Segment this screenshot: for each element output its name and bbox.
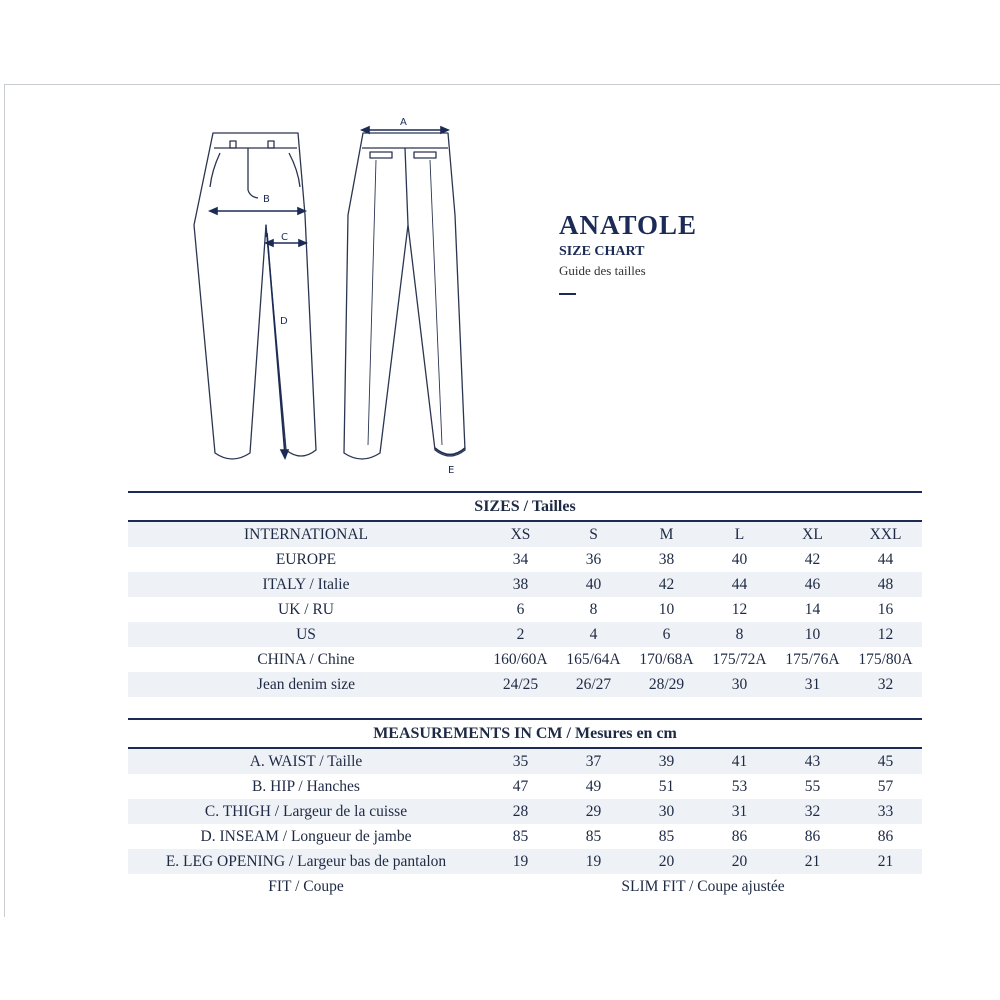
table-cell: 47 [484,774,557,799]
measurements-table-header [128,719,922,748]
row-label: B. HIP / Hanches [128,774,484,799]
brand-block [559,210,697,295]
diagram-label-a: A [400,117,407,128]
table-cell: 8 [557,597,630,622]
table-cell: 86 [703,824,776,849]
table-cell: 21 [849,849,922,874]
trousers-diagram [180,105,480,480]
table-cell: 86 [849,824,922,849]
brand-dash [559,293,576,295]
table-cell: 28/29 [630,672,703,697]
diagram-label-c: C [281,232,288,243]
table-cell: 30 [630,799,703,824]
measurements-title-en: MEASUREMENTS IN CM [373,724,563,742]
back-trousers-outline [344,133,465,459]
table-row [128,622,922,647]
table-cell: 85 [557,824,630,849]
table-cell: 42 [630,572,703,597]
table-cell: 32 [849,672,922,697]
table-cell: 10 [776,622,849,647]
table-cell: 165/64A [557,647,630,672]
table-cell: 37 [557,748,630,774]
table-cell: 6 [630,622,703,647]
fit-label: FIT / Coupe [128,874,484,899]
table-cell: 43 [776,748,849,774]
table-cell: 20 [703,849,776,874]
row-label: UK / RU [128,597,484,622]
row-label: EUROPE [128,547,484,572]
table-cell: 4 [557,622,630,647]
table-cell: 8 [703,622,776,647]
table-cell: 41 [703,748,776,774]
front-trousers-outline [194,133,316,459]
table-cell: 19 [484,849,557,874]
row-label: D. INSEAM / Longueur de jambe [128,824,484,849]
table-row [128,547,922,572]
table-cell: 44 [849,547,922,572]
table-cell: 40 [557,572,630,597]
brand-subtitle-fr: Guide des tailles [559,263,646,278]
fit-row [128,874,922,899]
table-cell: 6 [484,597,557,622]
table-cell: 10 [630,597,703,622]
brand-subtitle: SIZE CHART [559,244,645,259]
table-cell: 20 [630,849,703,874]
sizes-title-fr: Tailles [531,497,576,515]
table-cell: 12 [703,597,776,622]
table-cell: M [630,521,703,547]
table-cell: 32 [776,799,849,824]
table-cell: 49 [557,774,630,799]
table-row [128,647,922,672]
table-row [128,849,922,874]
table-cell: 46 [776,572,849,597]
measurements-title-fr: Mesures en cm [574,724,677,742]
table-cell: XXL [849,521,922,547]
brand-title: ANATOLE [559,210,698,240]
table-cell: 21 [776,849,849,874]
table-cell: 29 [557,799,630,824]
table-cell: 24/25 [484,672,557,697]
sizes-table-title: SIZES / Tailles [128,492,922,521]
table-row [128,748,922,774]
row-label: C. THIGH / Largeur de la cuisse [128,799,484,824]
table-cell: 42 [776,547,849,572]
table-cell: L [703,521,776,547]
sizes-table [128,491,922,697]
table-cell: 170/68A [630,647,703,672]
table-cell: 33 [849,799,922,824]
table-cell: S [557,521,630,547]
table-cell: 45 [849,748,922,774]
table-cell: 34 [484,547,557,572]
table-cell: 19 [557,849,630,874]
measurements-table-body [128,748,922,899]
row-label: Jean denim size [128,672,484,697]
table-cell: 30 [703,672,776,697]
table-cell: 2 [484,622,557,647]
row-label: A. WAIST / Taille [128,748,484,774]
row-label: CHINA / Chine [128,647,484,672]
table-cell: 14 [776,597,849,622]
table-cell: 53 [703,774,776,799]
sizes-table-body [128,521,922,697]
row-label: E. LEG OPENING / Largeur bas de pantalon [128,849,484,874]
table-row [128,672,922,697]
table-cell: 44 [703,572,776,597]
table-cell: 160/60A [484,647,557,672]
table-row [128,521,922,547]
table-cell: 40 [703,547,776,572]
table-cell: 36 [557,547,630,572]
table-cell: 26/27 [557,672,630,697]
diagram-label-d: D [280,316,288,327]
table-cell: 38 [630,547,703,572]
fit-value: SLIM FIT / Coupe ajustée [484,874,922,899]
sizes-title-en: SIZES [474,497,520,515]
table-cell: 39 [630,748,703,774]
table-row [128,824,922,849]
table-cell: 175/72A [703,647,776,672]
table-cell: 51 [630,774,703,799]
row-label: US [128,622,484,647]
table-cell: XS [484,521,557,547]
diagram-label-e: E [448,465,455,476]
table-row [128,774,922,799]
table-cell: 175/80A [849,647,922,672]
measurements-table-title: MEASUREMENTS IN CM / Mesures en cm [128,719,922,748]
table-cell: 12 [849,622,922,647]
row-label: ITALY / Italie [128,572,484,597]
table-cell: 55 [776,774,849,799]
measurements-table [128,718,922,899]
sizes-table-header [128,492,922,521]
table-cell: 48 [849,572,922,597]
table-cell: 31 [703,799,776,824]
table-cell: 85 [484,824,557,849]
table-row [128,597,922,622]
table-cell: 35 [484,748,557,774]
table-cell: 86 [776,824,849,849]
table-cell: XL [776,521,849,547]
table-cell: 85 [630,824,703,849]
table-row [128,799,922,824]
table-cell: 57 [849,774,922,799]
table-cell: 28 [484,799,557,824]
table-cell: 38 [484,572,557,597]
diagram-label-b: B [263,194,270,205]
row-label: INTERNATIONAL [128,521,484,547]
table-cell: 31 [776,672,849,697]
table-cell: 16 [849,597,922,622]
table-cell: 175/76A [776,647,849,672]
table-row [128,572,922,597]
